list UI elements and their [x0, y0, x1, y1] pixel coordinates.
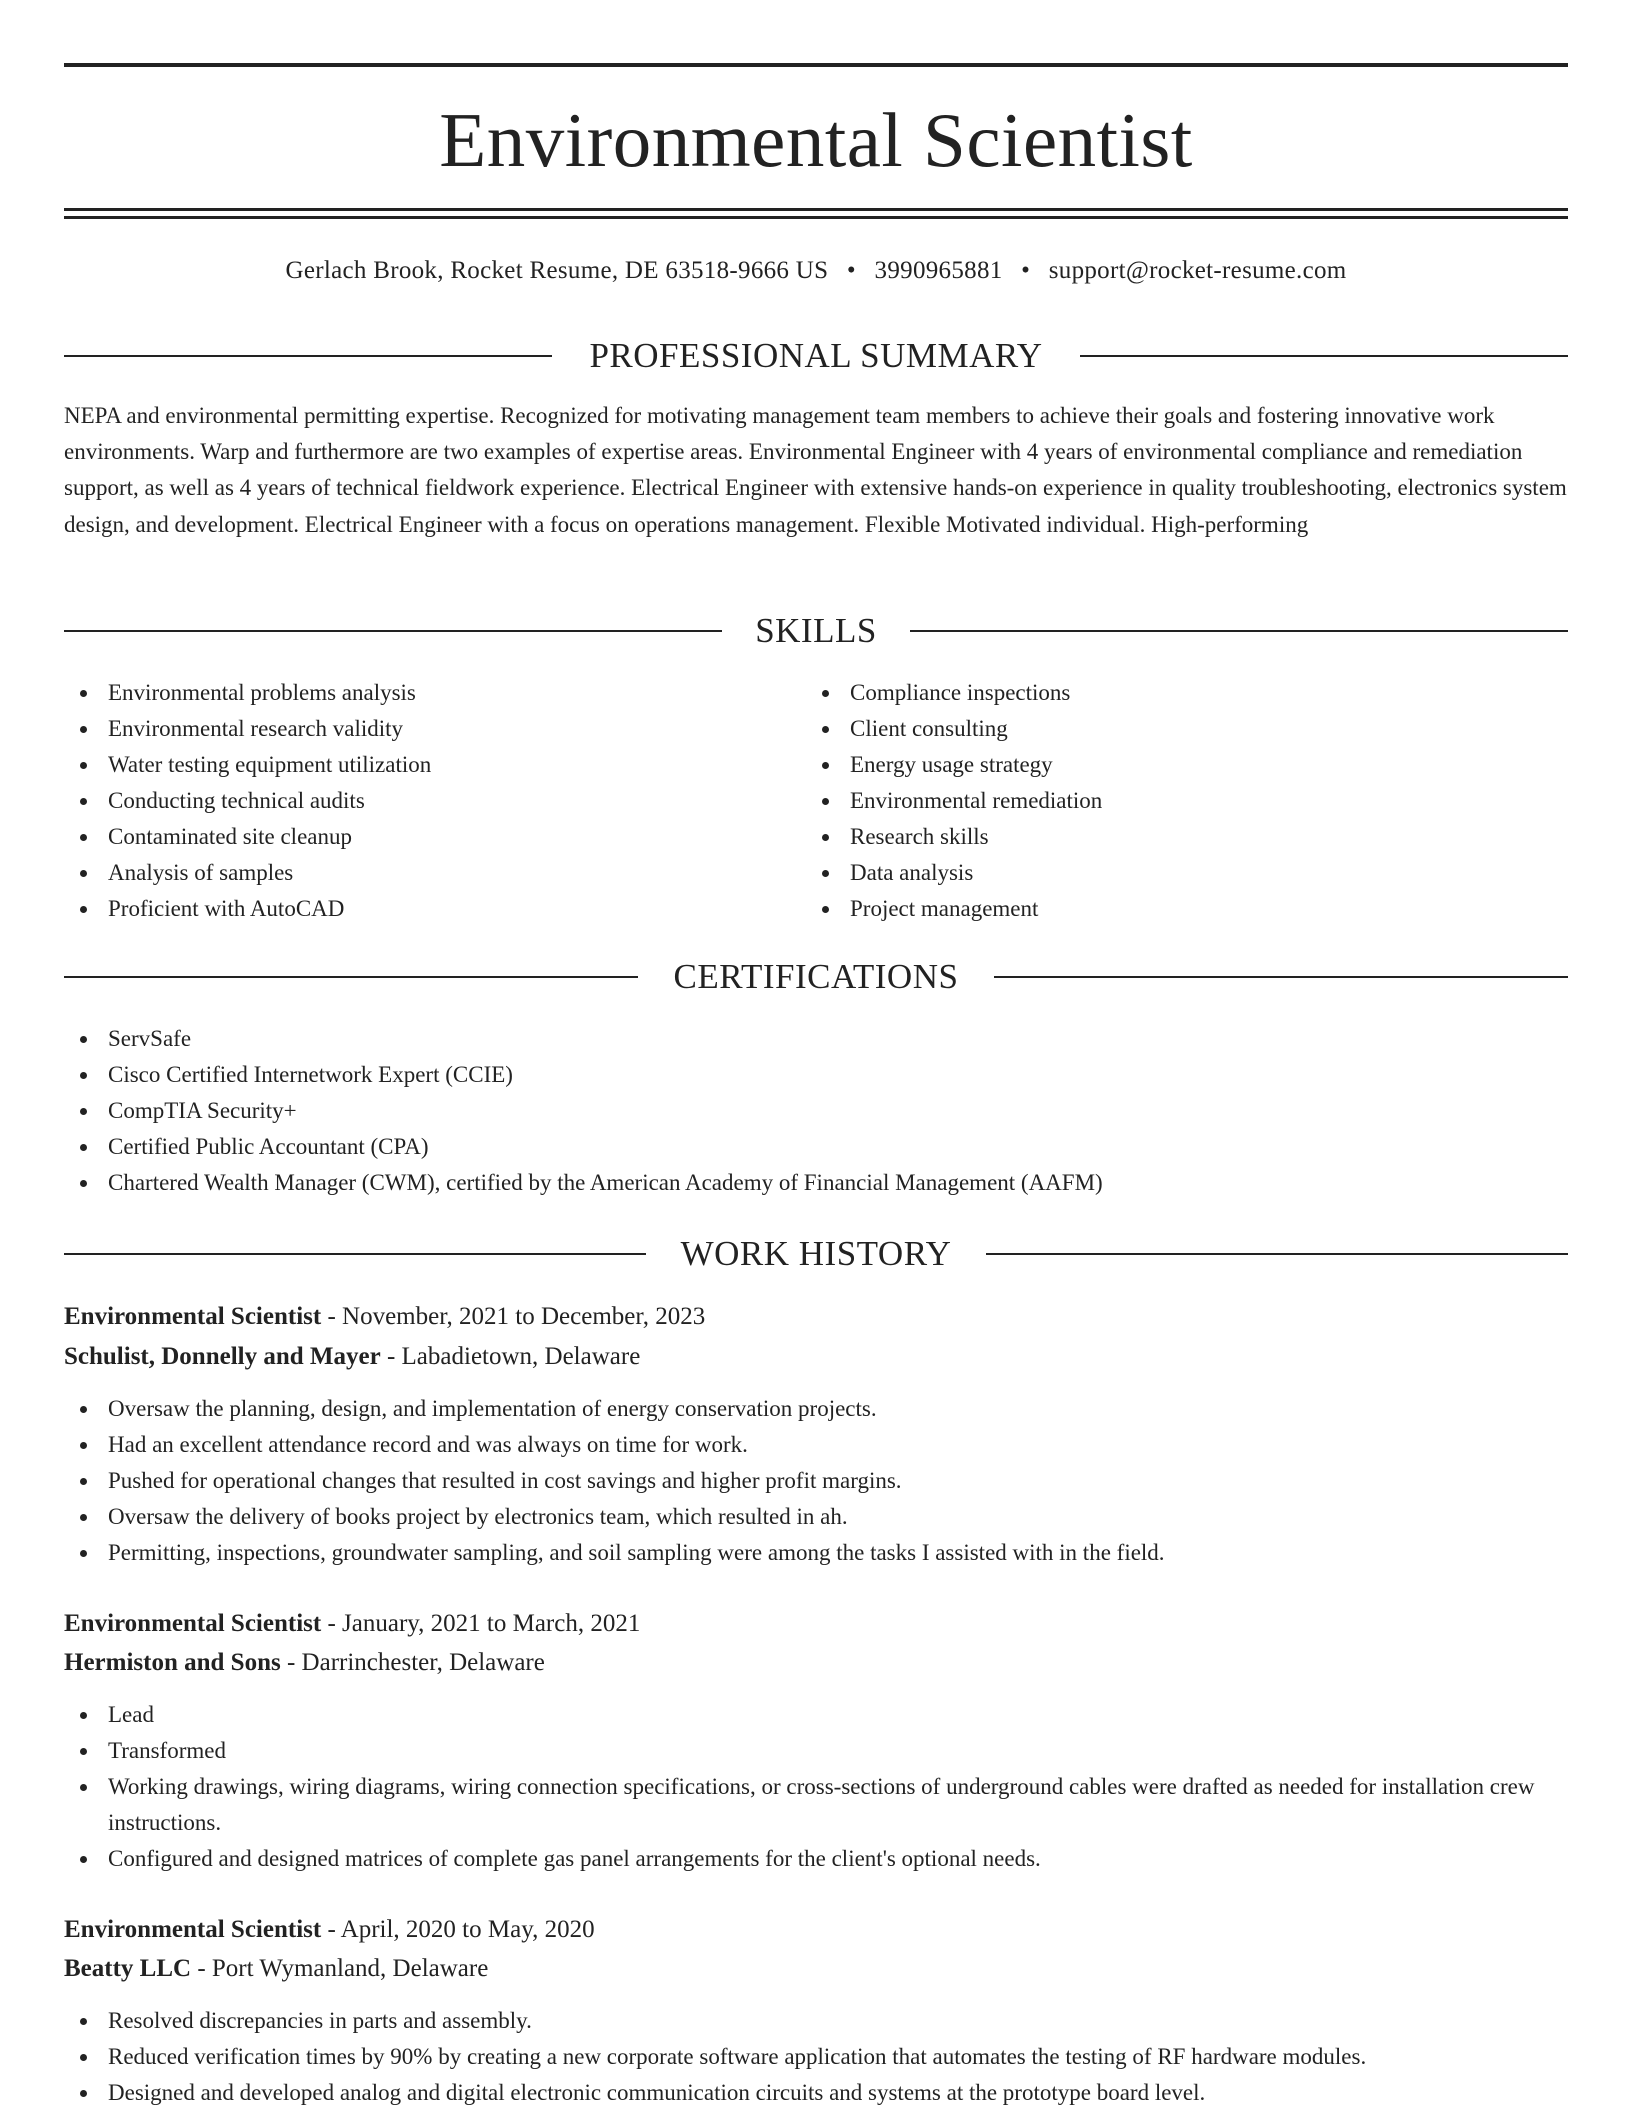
skill-item: Compliance inspections — [806, 675, 1568, 711]
skills-list-left — [64, 675, 804, 927]
top-rule — [64, 63, 1568, 67]
certification-item: Chartered Wealth Manager (CWM), certified by the American Academy of Financial Management (AAFM) — [64, 1165, 1568, 1201]
job-bullet: Oversaw the delivery of books project by electronics team, which resulted in ah. — [64, 1499, 1568, 1535]
section-heading-work-history — [64, 1231, 1568, 1277]
skill-item: Analysis of samples — [64, 855, 804, 891]
title-rule-upper — [64, 208, 1568, 211]
job-bullets — [64, 1697, 1568, 1877]
job-bullet: Working drawings, wiring diagrams, wiring connection specifications, or cross-sections of underground cables were drafted as needed for installation crew instructions. — [64, 1769, 1568, 1841]
skill-item: Proficient with AutoCAD — [64, 891, 804, 927]
job-title: Environmental Scientist — [64, 1610, 322, 1637]
job-title: Environmental Scientist — [64, 1916, 322, 1943]
resume-title: Environmental Scientist — [439, 97, 1193, 183]
job-company: Schulist, Donnelly and Mayer — [64, 1343, 381, 1370]
contact-separator: • — [846, 257, 856, 284]
section-title: SKILLS — [755, 611, 877, 650]
section-heading-summary — [64, 333, 1568, 379]
job-company-line — [64, 1645, 1568, 1681]
skill-item: Conducting technical audits — [64, 783, 804, 819]
certifications-list — [64, 1021, 1568, 1201]
skill-item: Water testing equipment utilization — [64, 747, 804, 783]
job-bullet: Pushed for operational changes that resulted in cost savings and higher profit margins. — [64, 1463, 1568, 1499]
skill-item: Client consulting — [806, 711, 1568, 747]
job-company-line — [64, 1339, 1568, 1375]
certification-item: Cisco Certified Internetwork Expert (CCIE) — [64, 1057, 1568, 1093]
job-company-line — [64, 1951, 1568, 1987]
section-title: PROFESSIONAL SUMMARY — [589, 336, 1043, 375]
job-bullets — [64, 2003, 1568, 2111]
job-location: - Port Wymanland, Delaware — [191, 1955, 489, 1982]
job-bullet: Transformed — [64, 1733, 1568, 1769]
job-location: - Darrinchester, Delaware — [280, 1649, 545, 1676]
certification-item: ServSafe — [64, 1021, 1568, 1057]
contact-line — [64, 255, 1568, 287]
job-title: Environmental Scientist — [64, 1303, 322, 1330]
job-dates: - November, 2021 to December, 2023 — [321, 1303, 706, 1330]
job-bullet: Resolved discrepancies in parts and assembly. — [64, 2003, 1568, 2039]
skill-item: Research skills — [806, 819, 1568, 855]
section-title: WORK HISTORY — [680, 1234, 952, 1273]
skill-item: Environmental remediation — [806, 783, 1568, 819]
section-heading-certifications — [64, 954, 1568, 1000]
skill-item: Contaminated site cleanup — [64, 819, 804, 855]
job-bullet: Reduced verification times by 90% by creating a new corporate software application that automates the testing of RF hardware modules. — [64, 2039, 1568, 2075]
job-title-line — [64, 1912, 1568, 1948]
skill-item: Project management — [806, 891, 1568, 927]
job-title-line — [64, 1606, 1568, 1642]
job-bullet: Oversaw the planning, design, and implementation of energy conservation projects. — [64, 1391, 1568, 1427]
skill-item: Data analysis — [806, 855, 1568, 891]
skill-item: Energy usage strategy — [806, 747, 1568, 783]
job-dates: - January, 2021 to March, 2021 — [321, 1610, 641, 1637]
job-title-line — [64, 1299, 1568, 1335]
job-bullet: Configured and designed matrices of complete gas panel arrangements for the client's optional needs. — [64, 1841, 1568, 1877]
title-rule-lower — [64, 216, 1568, 219]
section-heading-skills — [64, 608, 1568, 654]
section-title: CERTIFICATIONS — [673, 957, 959, 996]
job-dates: - April, 2020 to May, 2020 — [321, 1916, 595, 1943]
job-company: Beatty LLC — [64, 1955, 192, 1982]
job-bullet: Designed and developed analog and digital electronic communication circuits and systems at the prototype board level. — [64, 2075, 1568, 2111]
job-company: Hermiston and Sons — [64, 1649, 281, 1676]
summary-text: NEPA and environmental permitting expertise. Recognized for motivating management team members to achieve their goals and fostering innovative work environments. Warp and furthermore are two examples of expertise areas. Environmental Engineer with 4 years of environmental compliance and remediation support, as well as 4 years of technical fieldwork experience. Electrical Engineer with extensive hands-on experience in quality troubleshooting, electronics system design, and development. Electrical Engineer with a focus on operations management. Flexible Motivated individual. High-performing — [64, 403, 1567, 537]
contact-email: support@rocket-resume.com — [1048, 257, 1347, 284]
job-bullet: Permitting, inspections, groundwater sampling, and soil sampling were among the tasks I assisted with in the field. — [64, 1535, 1568, 1571]
contact-separator: • — [1021, 257, 1031, 284]
certification-item: Certified Public Accountant (CPA) — [64, 1129, 1568, 1165]
job-location: - Labadietown, Delaware — [380, 1343, 641, 1370]
job-bullets — [64, 1391, 1568, 1571]
job-bullet: Had an excellent attendance record and was always on time for work. — [64, 1427, 1568, 1463]
certification-item: CompTIA Security+ — [64, 1093, 1568, 1129]
skill-item: Environmental research validity — [64, 711, 804, 747]
skill-item: Environmental problems analysis — [64, 675, 804, 711]
job-bullet: Lead — [64, 1697, 1568, 1733]
contact-address: Gerlach Brook, Rocket Resume, DE 63518-9666 US — [285, 257, 829, 284]
contact-phone: 3990965881 — [874, 257, 1003, 284]
skills-list-right — [806, 675, 1568, 927]
